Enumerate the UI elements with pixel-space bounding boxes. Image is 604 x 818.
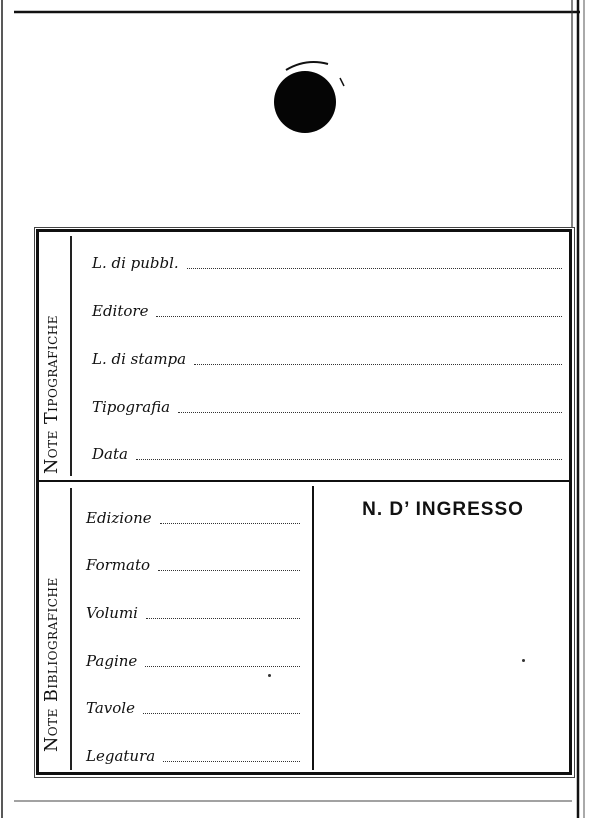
field-label: Editore [92, 302, 149, 320]
field-label: Legatura [86, 747, 156, 765]
field-luogo-pubblicazione[interactable] [92, 249, 562, 273]
field-label: Volumi [86, 604, 138, 622]
field-formato[interactable] [86, 551, 300, 575]
field-volumi[interactable] [86, 599, 300, 623]
field-label: Formato [86, 556, 151, 574]
field-dotted-line [158, 569, 300, 571]
field-dotted-line [160, 522, 300, 524]
field-label: L. di pubbl. [92, 254, 179, 272]
ink-speck [268, 674, 271, 677]
field-dotted-line [187, 267, 562, 269]
field-label: L. di stampa [92, 350, 187, 368]
biblio-label-rule [70, 488, 72, 770]
field-tavole[interactable] [86, 694, 300, 718]
field-edizione[interactable] [86, 504, 300, 528]
field-pagine[interactable] [86, 647, 300, 671]
column-divider [312, 486, 314, 770]
numero-ingresso-title: N. D’ INGRESSO [362, 499, 524, 520]
field-dotted-line [178, 411, 562, 413]
field-dotted-line [136, 458, 562, 460]
field-dotted-line [146, 617, 300, 619]
section-divider [36, 480, 572, 482]
field-label: Edizione [86, 509, 152, 527]
field-luogo-stampa[interactable] [92, 345, 562, 369]
field-data[interactable] [92, 440, 562, 464]
card-form [36, 229, 572, 775]
field-editore[interactable] [92, 297, 562, 321]
field-dotted-line [194, 363, 562, 365]
ink-speck [522, 659, 525, 662]
field-dotted-line [145, 665, 300, 667]
punch-hole [274, 71, 336, 133]
field-label: Pagine [86, 652, 138, 670]
note-bibliografiche-label: Note Bibliografiche [42, 577, 62, 752]
note-tipografiche-label: Note Tipografiche [42, 314, 62, 474]
field-label: Tipografia [92, 398, 171, 416]
field-label: Data [92, 445, 128, 463]
field-dotted-line [163, 760, 300, 762]
field-label: Tavole [86, 699, 135, 717]
tipo-label-rule [70, 236, 72, 476]
field-dotted-line [143, 712, 300, 714]
field-dotted-line [156, 315, 562, 317]
field-legatura[interactable] [86, 742, 300, 766]
field-tipografia[interactable] [92, 393, 562, 417]
